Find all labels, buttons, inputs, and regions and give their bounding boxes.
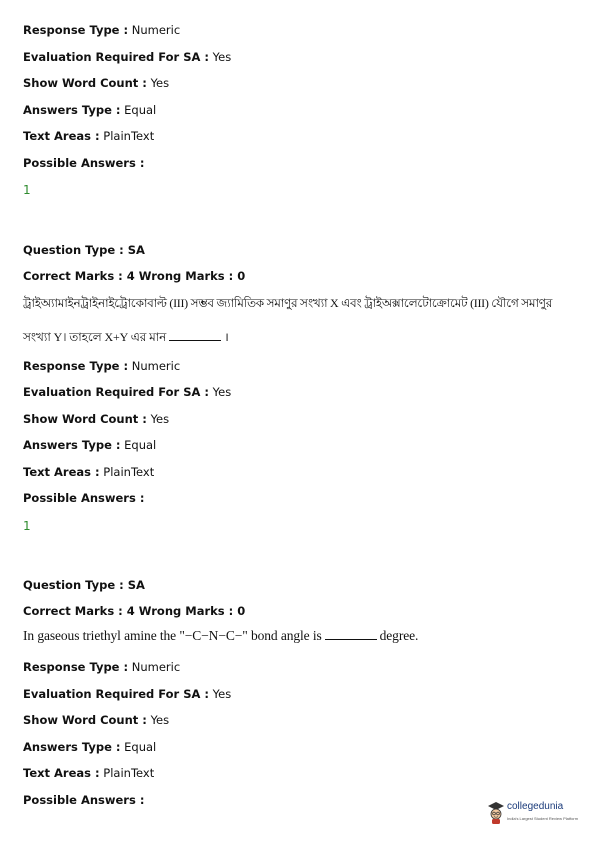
logo-tagline: India's Largest Student Review Platform bbox=[507, 816, 579, 821]
answer-blank bbox=[325, 629, 377, 640]
logo-wordmark: collegedunia bbox=[507, 801, 564, 812]
show-word-count-value: Yes bbox=[150, 713, 170, 727]
show-word-count-label: Show Word Count : bbox=[23, 412, 147, 426]
evaluation-required-label: Evaluation Required For SA : bbox=[23, 385, 210, 399]
possible-answer-value: 1 bbox=[23, 519, 31, 533]
answer-blank bbox=[169, 330, 221, 341]
show-word-count-row bbox=[23, 412, 169, 426]
evaluation-required-label: Evaluation Required For SA : bbox=[23, 50, 210, 64]
text-areas-label: Text Areas : bbox=[23, 129, 100, 143]
collegedunia-logo bbox=[487, 800, 585, 826]
text-areas-label: Text Areas : bbox=[23, 465, 100, 479]
answers-type-row bbox=[23, 740, 156, 754]
question-type-label: Question Type : SA bbox=[23, 578, 145, 592]
text-areas-value: PlainText bbox=[103, 465, 155, 479]
text-areas-value: PlainText bbox=[103, 129, 155, 143]
show-word-count-value: Yes bbox=[150, 76, 170, 90]
marks-label: Correct Marks : 4 Wrong Marks : 0 bbox=[23, 604, 246, 618]
response-type-row bbox=[23, 660, 180, 674]
show-word-count-label: Show Word Count : bbox=[23, 713, 147, 727]
question-text-post: । bbox=[224, 330, 229, 344]
answers-type-label: Answers Type : bbox=[23, 103, 121, 117]
response-type-label: Response Type : bbox=[23, 359, 129, 373]
possible-answers-label: Possible Answers : bbox=[23, 491, 145, 505]
question-text-line-1: ট্রাইঅ্যামাইনট্রাইনাইট্রোকোবাল্ট (III) সম্ভব জ্যামিতিক সমাণুর সংখ্যা X এবং ট্রাইঅক্সালেটোক্রোমেট (III) যৌগে সমাণুর bbox=[23, 296, 553, 310]
response-type-value: Numeric bbox=[131, 660, 181, 674]
show-word-count-value: Yes bbox=[150, 412, 170, 426]
answers-type-label: Answers Type : bbox=[23, 740, 121, 754]
response-type-value: Numeric bbox=[131, 359, 181, 373]
answers-type-value: Equal bbox=[124, 740, 157, 754]
evaluation-required-value: Yes bbox=[212, 687, 232, 701]
text-areas-row bbox=[23, 465, 154, 479]
question-text bbox=[23, 629, 418, 643]
evaluation-required-label: Evaluation Required For SA : bbox=[23, 687, 210, 701]
evaluation-required-row bbox=[23, 385, 231, 399]
response-type-label: Response Type : bbox=[23, 23, 129, 37]
show-word-count-label: Show Word Count : bbox=[23, 76, 147, 90]
answers-type-row bbox=[23, 103, 156, 117]
show-word-count-row bbox=[23, 713, 169, 727]
question-text-pre: In gaseous triethyl amine the "−C−N−C−" bond angle is bbox=[23, 628, 322, 643]
show-word-count-row bbox=[23, 76, 169, 90]
response-type-row bbox=[23, 23, 180, 37]
evaluation-required-row bbox=[23, 687, 231, 701]
response-type-row bbox=[23, 359, 180, 373]
graduate-mascot-icon bbox=[487, 800, 505, 824]
marks-label: Correct Marks : 4 Wrong Marks : 0 bbox=[23, 269, 246, 283]
answers-type-value: Equal bbox=[124, 103, 157, 117]
question-type-label: Question Type : SA bbox=[23, 243, 145, 257]
answers-type-value: Equal bbox=[124, 438, 157, 452]
answers-type-label: Answers Type : bbox=[23, 438, 121, 452]
response-type-label: Response Type : bbox=[23, 660, 129, 674]
evaluation-required-value: Yes bbox=[212, 50, 232, 64]
answers-type-row bbox=[23, 438, 156, 452]
question-text-pre: সংখ্যা Y। তাহলে X+Y এর মান bbox=[23, 330, 167, 344]
possible-answers-label: Possible Answers : bbox=[23, 156, 145, 170]
response-type-value: Numeric bbox=[131, 23, 181, 37]
text-areas-label: Text Areas : bbox=[23, 766, 100, 780]
question-text-line-2 bbox=[23, 330, 229, 344]
evaluation-required-value: Yes bbox=[212, 385, 232, 399]
text-areas-value: PlainText bbox=[103, 766, 155, 780]
evaluation-required-row bbox=[23, 50, 231, 64]
question-text-post: degree. bbox=[379, 628, 419, 643]
possible-answers-label: Possible Answers : bbox=[23, 793, 145, 807]
text-areas-row bbox=[23, 129, 154, 143]
possible-answer-value: 1 bbox=[23, 183, 31, 197]
text-areas-row bbox=[23, 766, 154, 780]
